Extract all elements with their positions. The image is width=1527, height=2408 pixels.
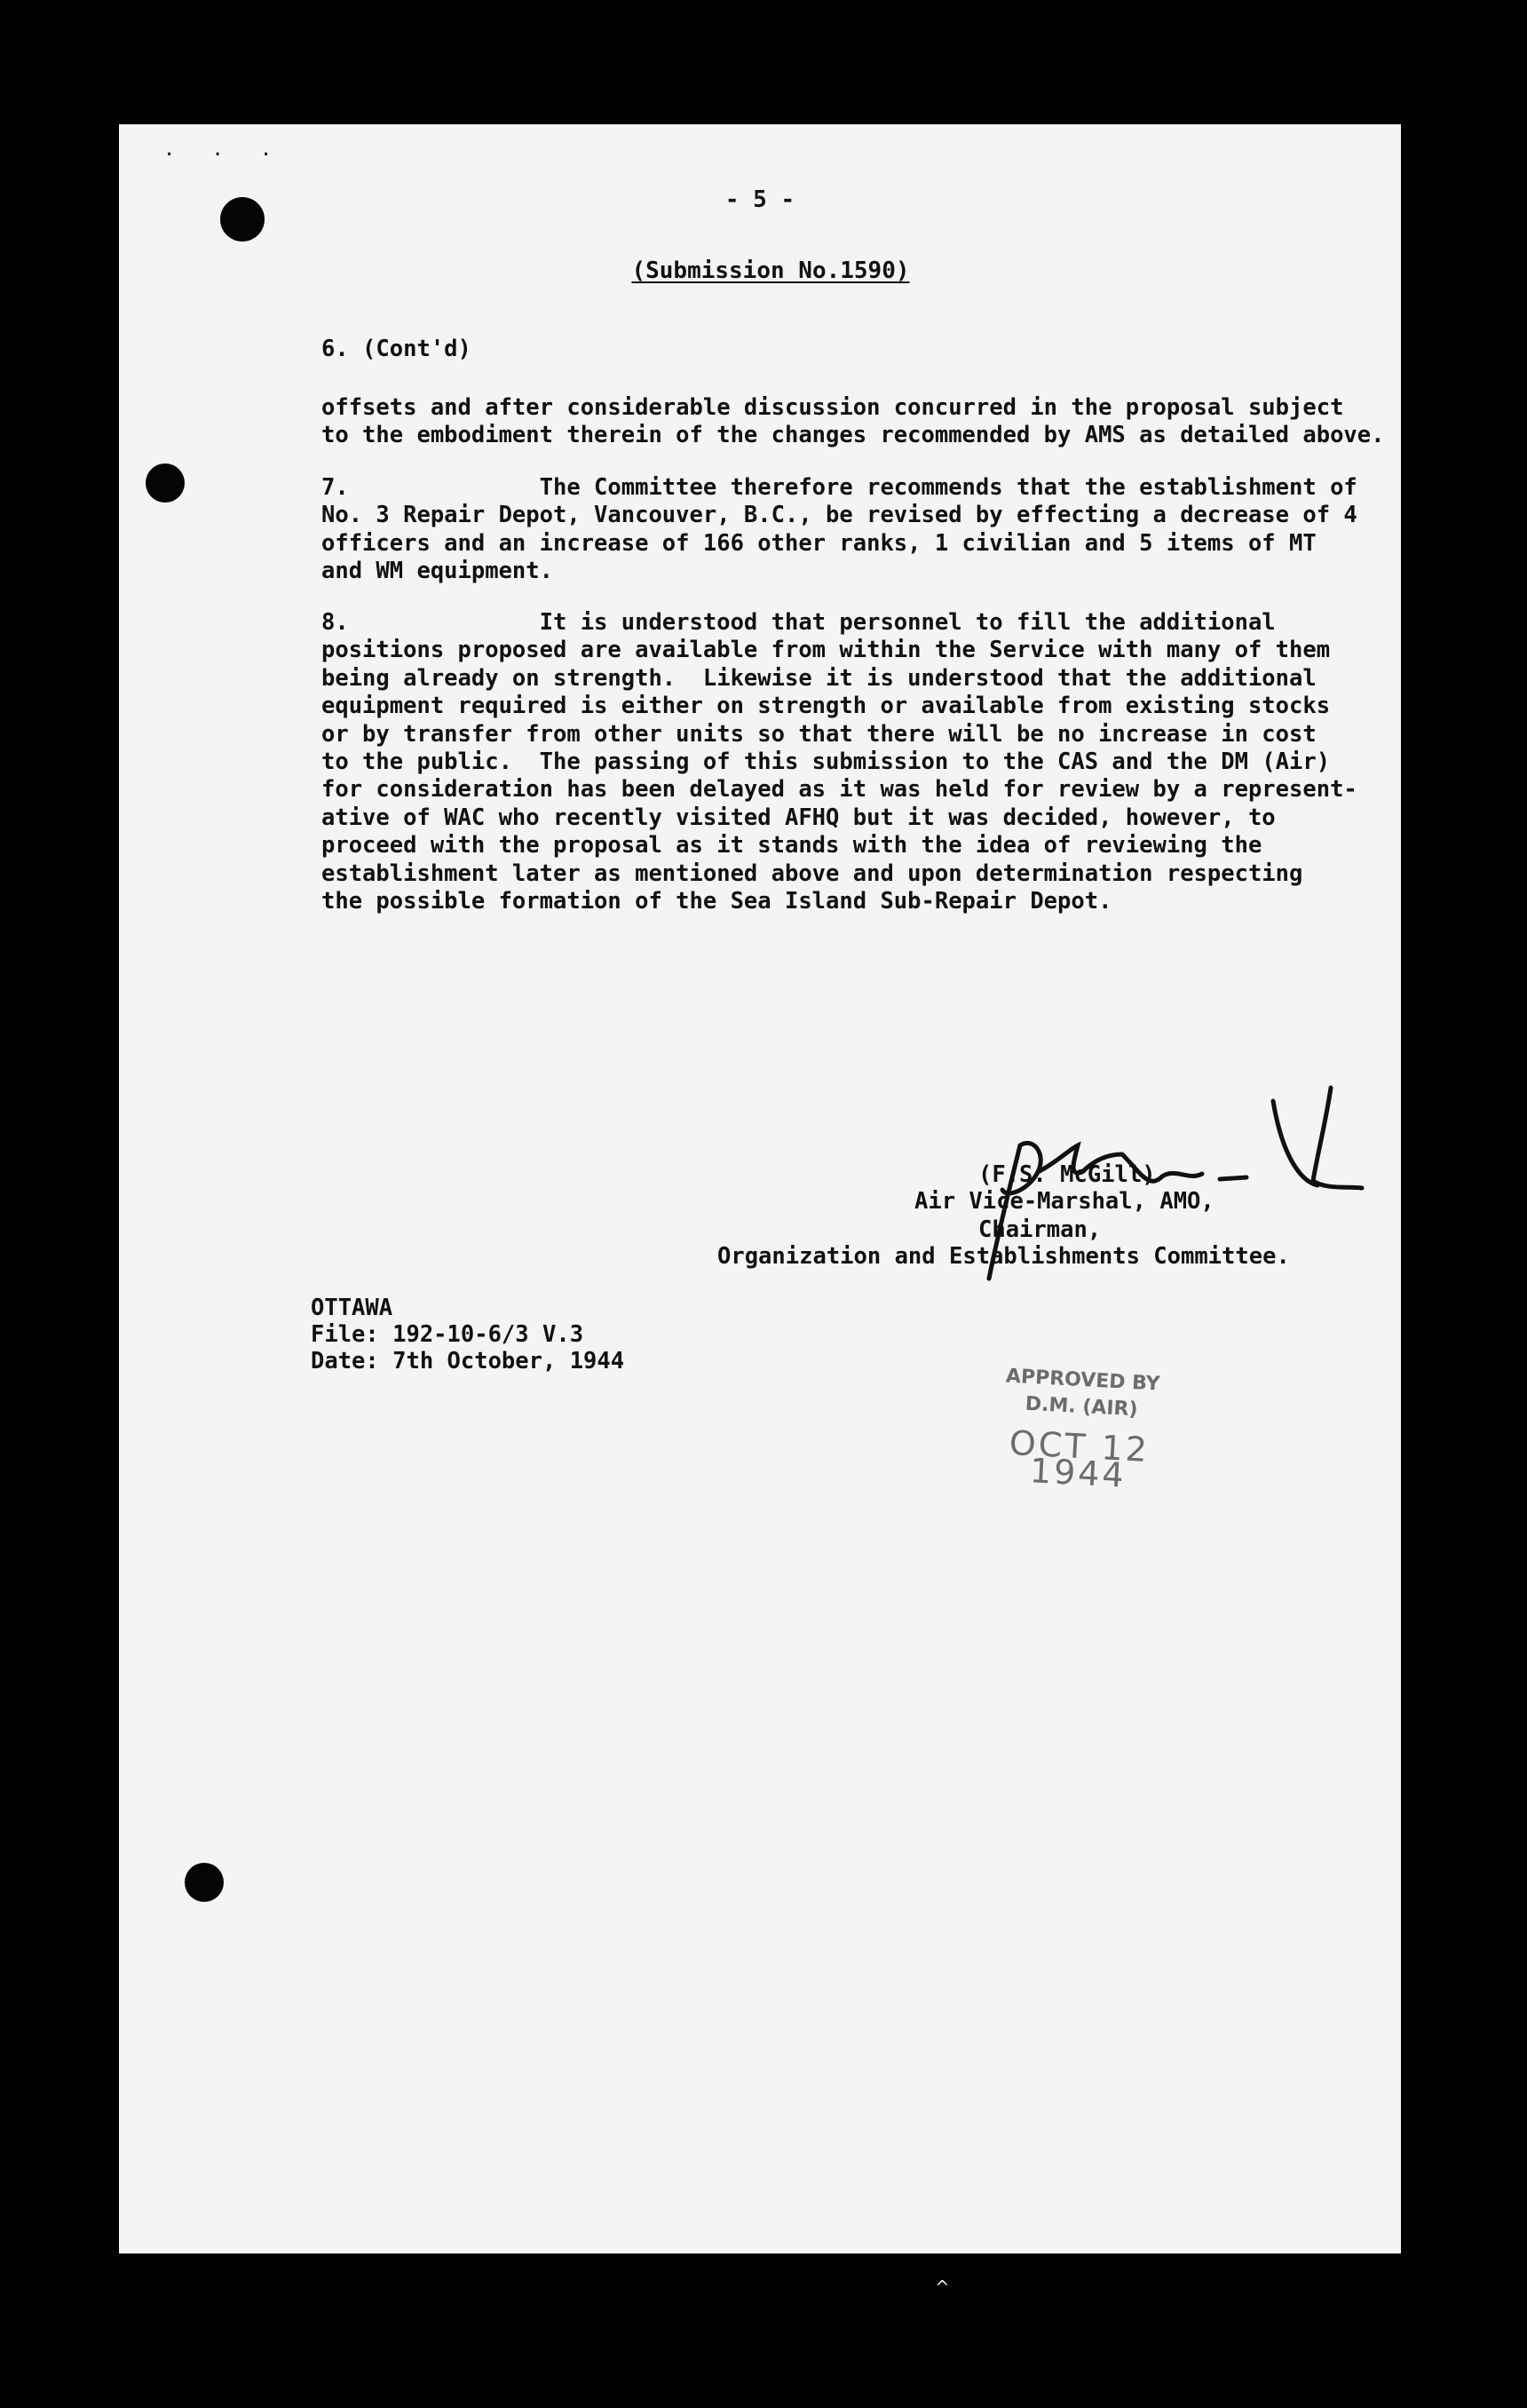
section-heading: 6. (Cont'd): [321, 336, 471, 362]
paragraph-7: 7. The Committee therefore recommends that the establishment of No. 3 Repair Depot, Vancouver, B.C., be revised by effecting a decrease of 4 officers and an increase of 166 other ranks, 1 civilian and 5 items of MT and WM equipment.: [321, 474, 1357, 585]
signatory-name: (F.S. McGill): [978, 1161, 1156, 1188]
footer-date: Date: 7th October, 1944: [311, 1348, 625, 1374]
signatory-rank: Air Vice-Marshal, AMO,: [914, 1188, 1214, 1215]
approval-stamp: [976, 1362, 1186, 1495]
punch-hole-bottom: [185, 1863, 224, 1902]
stamp-line-2: D.M. (AIR): [1025, 1392, 1139, 1422]
stamp-line-1: APPROVED BY: [1005, 1365, 1161, 1396]
scan-mark: ^: [935, 2277, 950, 2298]
footer-file: File: 192-10-6/3 V.3: [311, 1321, 584, 1348]
footer-city: OTTAWA: [311, 1295, 393, 1321]
submission-number: (Submission No.1590): [631, 257, 910, 284]
stamp-date: OCT 12 1944: [1008, 1422, 1151, 1495]
paragraph-8: 8. It is understood that personnel to fill the additional positions proposed are available from within the Service with many of them being already on strength. Likewise it is understood that the additional equipment required is either on strength or available from existing stocks or by transfer from other units so that there will be no increase in cost to the public. The passing of this submission to the CAS and the DM (Air) for consideration has been delayed as it was held for review by a represent- ative of WAC who recently visited AFHQ but it was decided, however, to proceed with the proposal as it stands with the idea of reviewing the establishment later as mentioned above and upon determination respecting the possible formation of the Sea Island Sub-Repair Depot.: [321, 609, 1357, 915]
committee-name: Organization and Establishments Committee.: [717, 1243, 1290, 1270]
document-page: [119, 124, 1401, 2254]
scan-specks: · · ·: [163, 144, 285, 166]
signatory-role: Chairman,: [978, 1216, 1102, 1243]
paragraph-6-continued: offsets and after considerable discussion concurred in the proposal subject to the embodiment therein of the changes recommended by AMS as detailed above.: [321, 394, 1385, 449]
page-number: - 5 -: [724, 186, 795, 213]
punch-hole-middle: [146, 463, 185, 503]
